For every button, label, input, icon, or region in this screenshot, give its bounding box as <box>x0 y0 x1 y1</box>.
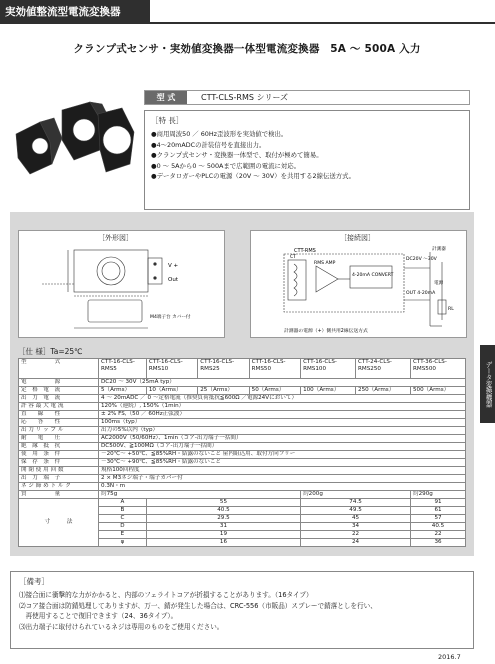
spec-value: DC20 ～ 30V（25mA typ） <box>99 379 466 387</box>
dimension-value: 19 <box>146 531 300 539</box>
spec-value: 50（Arms） <box>249 387 300 395</box>
note-line: ⑶出力端子に取付けられているネジは専用のものをご使用ください。 <box>19 622 224 631</box>
wiring-title: ［接続図］ <box>340 234 375 242</box>
spec-value: －20℃～ +50℃、≦85%RH・結露のないこと 屋内組込用、取付方向フリー <box>99 451 466 459</box>
series-label: 型 式 <box>145 91 187 104</box>
spec-value: 2 × M3ネジ端子・端子カバー付 <box>99 475 466 483</box>
notes-title: ［備考］ <box>19 577 49 586</box>
table-row <box>19 403 466 411</box>
table-row <box>19 443 466 451</box>
table-row <box>19 411 466 419</box>
spec-value: 約200g <box>301 491 411 499</box>
feature-item: ●4～20mADCの計装信号を直接出力。 <box>151 140 266 149</box>
product-photo <box>10 92 138 190</box>
table-row <box>19 491 466 499</box>
side-tab-data-conversion[interactable]: データ変換機器 <box>480 345 495 423</box>
model-name: CTT-24-CLS-RMS250 <box>356 359 411 379</box>
table-row <box>19 419 466 427</box>
spec-label: 使 用 条 件 <box>19 451 99 459</box>
spec-label: 出 力 端 子 <box>19 475 99 483</box>
note-line: ⑵コア接合面は防錆処理してありますが、万一、錆が発生した場合は、CRC-556（市販品）スプレーで錆落としを行い、 <box>19 601 377 610</box>
spec-value: 250（Arms） <box>356 387 411 395</box>
spec-table <box>18 358 466 547</box>
dimension-value: 36 <box>411 539 466 547</box>
wiring-diagram <box>254 244 464 336</box>
wiring-power-label: 電源 <box>434 281 444 286</box>
spec-value: 規格100回程度 <box>99 467 466 475</box>
table-row <box>19 387 466 395</box>
spec-value: 25（Arms） <box>198 387 249 395</box>
spec-title: ［仕 様］Ta=25℃ <box>18 347 83 356</box>
spec-label: 保 存 条 件 <box>19 459 99 467</box>
spec-label: 直 線 性 <box>19 411 99 419</box>
dimension-value: 22 <box>301 531 411 539</box>
table-row <box>19 395 466 403</box>
feature-item: ●データロガーやPLCの電源（20V ～ 30V）を共用する2線伝送方式。 <box>151 172 355 180</box>
dimension-value: 57 <box>411 515 466 523</box>
spec-label: 絶 縁 抵 抗 <box>19 443 99 451</box>
model-name: CTT-16-CLS-RMS10 <box>146 359 197 379</box>
outline-title: ［外形図］ <box>98 234 133 242</box>
wiring-out-label: OUT 4-20mA <box>406 291 436 296</box>
spec-value: 約290g <box>411 491 466 499</box>
spec-value: 100ms（typ） <box>99 419 466 427</box>
table-row <box>19 379 466 387</box>
dimension-key: E <box>99 531 147 539</box>
feature-item: ●0 ～ 5Aから0 ～ 500Aまで広範囲の電流に対応。 <box>151 161 301 170</box>
footer-date: 2016.7 <box>438 653 461 661</box>
wiring-convert-label: 4-20mA CONVERT <box>352 273 394 278</box>
outline-out-label: Out <box>168 277 178 283</box>
header-title: 実効値整流型電流変換器 <box>0 0 150 24</box>
spec-label: 定 格 電 流 <box>19 387 99 395</box>
dimension-value: 22 <box>411 531 466 539</box>
table-row <box>19 427 466 435</box>
dimension-value: 29.5 <box>146 515 300 523</box>
series-bar <box>144 90 470 105</box>
spec-value: 0.3N・m <box>99 483 466 491</box>
dimension-key: D <box>99 523 147 531</box>
wiring-rl-label: RL <box>448 307 454 312</box>
model-name: CTT-16-CLS-RMS5 <box>99 359 147 379</box>
spec-label: 電 源 <box>19 379 99 387</box>
spec-value: 100（Arms） <box>301 387 356 395</box>
dimension-value: 16 <box>146 539 300 547</box>
dimension-value: 40.5 <box>146 507 300 515</box>
model-name: CTT-36-CLS-RMS500 <box>411 359 466 379</box>
feature-item: ●商用周波50 ／ 60Hz歪波形を実効値で検出。 <box>151 130 288 138</box>
spec-label: 出 力 電 流 <box>19 395 99 403</box>
dimension-value: 24 <box>301 539 411 547</box>
spec-header-label: 型 式 <box>19 359 99 379</box>
spec-value: AC2000V（50/60Hz）、1min（コア-出力端子一括間） <box>99 435 466 443</box>
dimension-key: C <box>99 515 147 523</box>
dimension-value: 61 <box>411 507 466 515</box>
table-row <box>19 435 466 443</box>
dimension-value: 55 <box>146 499 300 507</box>
outline-drawing <box>22 244 222 336</box>
table-row <box>19 467 466 475</box>
table-row <box>19 359 466 379</box>
series-value: CTT-CLS-RMS シリーズ <box>201 93 289 102</box>
notes-box <box>10 571 474 649</box>
spec-label: 寸 法 <box>19 499 99 547</box>
spec-value: 4 ～ 20mADC ／ 0 ～定格電流（推奨負荷抵抗≦600Ω ／電源24Vにおいて） <box>99 395 466 403</box>
wiring-rms-label: RMS AMP <box>314 261 336 266</box>
table-row <box>19 499 466 507</box>
header-rule <box>150 22 495 24</box>
spec-value: 約75g <box>99 491 301 499</box>
features-box <box>144 110 470 210</box>
table-row <box>19 459 466 467</box>
table-row <box>19 475 466 483</box>
features-title: ［特 長］ <box>151 116 184 125</box>
spec-label: 応 答 性 <box>19 419 99 427</box>
spec-label: 許 容 最 大 電 流 <box>19 403 99 411</box>
spec-value: DC500V、≧100MΩ（コア-出力端子一括間） <box>99 443 466 451</box>
spec-value: －30℃～ +90℃、≦85%RH・結露のないこと <box>99 459 466 467</box>
spec-value: 10（Arms） <box>146 387 197 395</box>
dimension-value: 45 <box>301 515 411 523</box>
main-title: クランプ式センサ・実効値変換器一体型電流変換器 5A ～ 500A 入力 <box>73 43 421 55</box>
spec-value: ± 2% FS,（50 ／ 60Hz正弦波） <box>99 411 466 419</box>
dimension-value: 40.5 <box>411 523 466 531</box>
outline-terminal-label: M4端子台 カバー付 <box>150 315 191 320</box>
wiring-ctt-label: CTT-RMS <box>294 248 316 254</box>
spec-value: 5（Arms） <box>99 387 147 395</box>
dimension-value: 31 <box>146 523 300 531</box>
spec-label: 出 力 リ ッ プ ル <box>19 427 99 435</box>
model-name: CTT-16-CLS-RMS50 <box>249 359 300 379</box>
spec-label: ネ ジ 締 め ト ル ク <box>19 483 99 491</box>
dimension-value: 34 <box>301 523 411 531</box>
spec-value: 120%（連続）, 150%（1min） <box>99 403 466 411</box>
wiring-dc-label: DC20V ～30V <box>406 257 437 262</box>
table-row <box>19 451 466 459</box>
dimension-key: B <box>99 507 147 515</box>
dimension-value: 91 <box>411 499 466 507</box>
table-row <box>19 483 466 491</box>
note-line: ⑴接合面に衝撃的な力がかかると、内部のフェライトコアが折損することがあります。（16タイプ） <box>19 591 313 599</box>
spec-value: 500（Arms） <box>411 387 466 395</box>
model-name: CTT-16-CLS-RMS100 <box>301 359 356 379</box>
note-line: 再使用することで復旧できます（24、36タイプ）。 <box>19 612 178 620</box>
outline-vplus-label: V + <box>168 263 179 269</box>
spec-label: 質 量 <box>19 491 99 499</box>
model-name: CTT-16-CLS-RMS25 <box>198 359 249 379</box>
dimension-key: A <box>99 499 147 507</box>
feature-item: ●クランプ式センサ・変換器一体型で、取付が極めて簡易。 <box>151 151 323 159</box>
dimension-value: 74.5 <box>301 499 411 507</box>
spec-value: 出力の5%以内（typ） <box>99 427 466 435</box>
wiring-caption: 計測器の電源（+）側共用2線伝送方式 <box>284 329 368 334</box>
wiring-ct-label: CT <box>290 255 297 260</box>
spec-label: 耐 電 圧 <box>19 435 99 443</box>
dimension-value: 49.5 <box>301 507 411 515</box>
wiring-meter-label: 計測器 <box>432 247 446 252</box>
spec-label: 開 閉 使 用 回 数 <box>19 467 99 475</box>
dimension-key: φ <box>99 539 147 547</box>
